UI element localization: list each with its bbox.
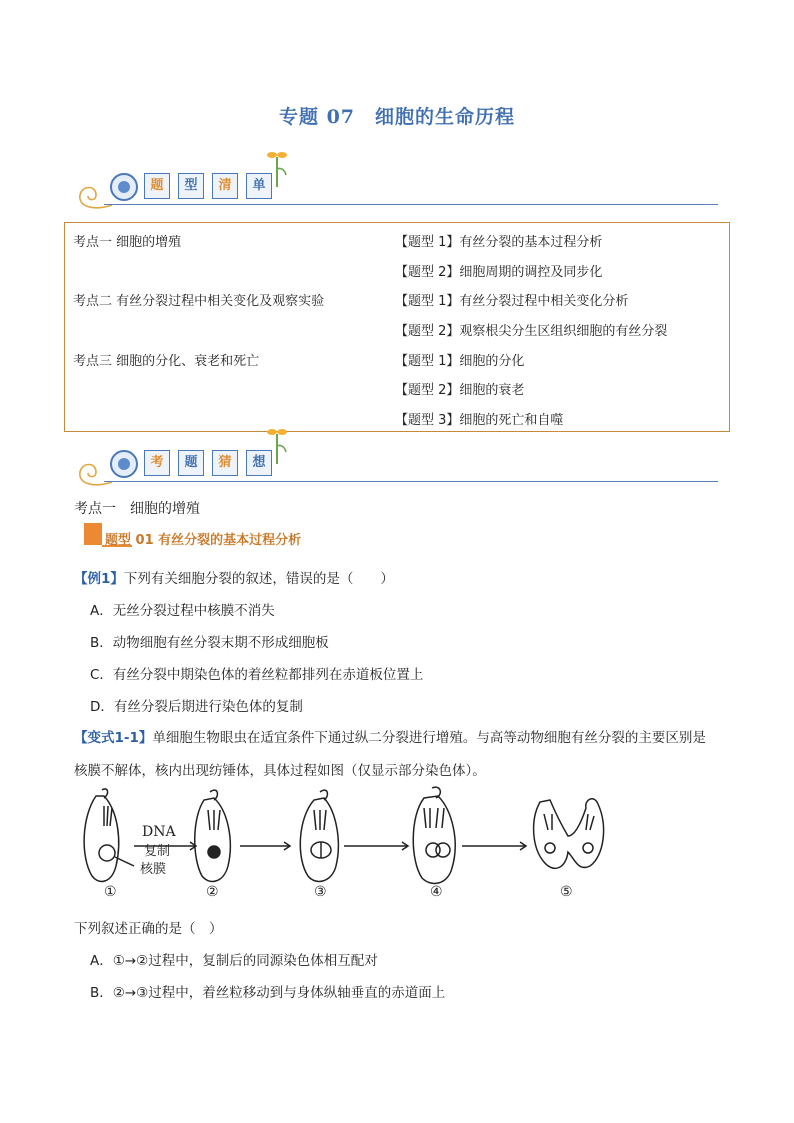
stage-label-2: ② <box>206 884 219 900</box>
topic-type: 【题型 2】观察根尖分生区组织细胞的有丝分裂 <box>395 324 668 339</box>
topics-table <box>64 222 730 432</box>
example-tag: 【例1】 <box>74 571 124 587</box>
dna-label: DNA <box>142 824 176 840</box>
section-number-icon <box>110 450 138 478</box>
banner-char: 考 <box>144 450 170 476</box>
topic-point: 考点一 细胞的增殖 <box>73 235 182 250</box>
orange-square-icon <box>84 523 102 545</box>
example-stem-text: 下列有关细胞分裂的叙述，错误的是（ ） <box>123 571 394 587</box>
topic-type: 【题型 1】有丝分裂的基本过程分析 <box>395 235 603 250</box>
option-c: C．有丝分裂中期染色体的着丝粒都排列在赤道板位置上 <box>90 667 424 683</box>
banner-char: 猜 <box>212 450 238 476</box>
stage-label-5: ⑤ <box>560 884 573 900</box>
variant-option-b: B．②→③过程中，着丝粒移动到与身体纵轴垂直的赤道面上 <box>90 985 446 1001</box>
variant-question: 下列叙述正确的是（ ） <box>74 921 223 937</box>
banner-char: 题 <box>178 450 204 476</box>
euglena-division-figure <box>74 786 634 904</box>
topic-type: 【题型 2】细胞周期的调控及同步化 <box>395 265 603 280</box>
topic-point: 考点二 有丝分裂过程中相关变化及观察实验 <box>73 294 325 309</box>
sprout-icon <box>266 147 288 187</box>
option-d: D．有丝分裂后期进行染色体的复制 <box>90 699 303 715</box>
banner-char: 清 <box>212 173 238 199</box>
topic-type: 【题型 1】细胞的分化 <box>395 354 525 369</box>
membrane-label: 核膜 <box>140 862 167 877</box>
banner-char: 想 <box>246 450 272 476</box>
variant-text-line1: 单细胞生物眼虫在适宜条件下通过纵二分裂进行增殖。与高等动物细胞有丝分裂的主要区别是 <box>152 730 706 746</box>
option-b: B．动物细胞有丝分裂末期不形成细胞板 <box>90 635 329 651</box>
banner-char: 单 <box>246 173 272 199</box>
page-title: 专题 07 细胞的生命历程 <box>278 106 516 128</box>
example-1-stem <box>74 567 394 587</box>
topic-point: 考点三 细胞的分化、衰老和死亡 <box>73 354 260 369</box>
swirl-decoration-icon <box>74 177 114 213</box>
variant-1-line1 <box>74 726 734 746</box>
copy-label: 复制 <box>144 844 171 859</box>
stage-label-3: ③ <box>314 884 327 900</box>
option-a: A．无丝分裂过程中核膜不消失 <box>90 603 275 619</box>
topic-type: 【题型 3】细胞的死亡和自噬 <box>395 413 564 428</box>
section-banner-question-types <box>74 155 718 215</box>
topic-type: 【题型 2】细胞的衰老 <box>395 383 525 398</box>
swirl-decoration-icon <box>74 454 114 490</box>
topic-type: 【题型 1】有丝分裂过程中相关变化分析 <box>395 294 629 309</box>
variant-tag: 【变式1-1】 <box>74 730 153 746</box>
question-type-banner <box>84 523 384 549</box>
stage-label-1: ① <box>104 884 117 900</box>
variant-1-line2: 核膜不解体，核内出现纺锤体，具体过程如图（仅显示部分染色体）。 <box>74 763 486 779</box>
section-number-icon <box>110 173 138 201</box>
question-type-label: 题型 01 有丝分裂的基本过程分析 <box>105 533 302 548</box>
section-banner-predictions <box>74 432 718 492</box>
banner-char: 型 <box>178 173 204 199</box>
stage-label-4: ④ <box>430 884 443 900</box>
kaodian-heading: 考点一 细胞的增殖 <box>74 501 200 517</box>
banner-char: 题 <box>144 173 170 199</box>
sprout-icon <box>266 424 288 464</box>
variant-option-a: A．①→②过程中，复制后的同源染色体相互配对 <box>90 953 378 969</box>
